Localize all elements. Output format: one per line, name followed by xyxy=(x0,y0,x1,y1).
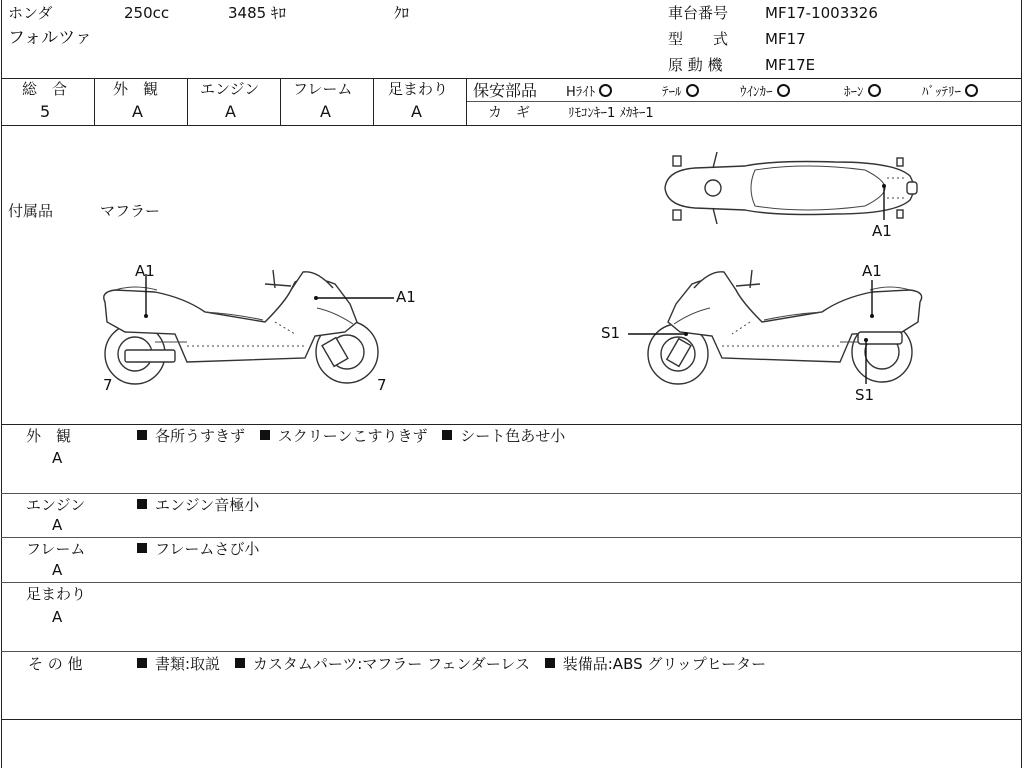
frame-grade-value: A xyxy=(320,102,331,121)
keys-value: ﾘﾓｺﾝｷｰ1 ﾒｶｷｰ1 xyxy=(568,106,654,121)
safety-label: 保安部品 xyxy=(473,81,538,100)
displacement: 250cc xyxy=(124,4,170,22)
ok-circle-icon xyxy=(777,84,790,97)
bullet-icon xyxy=(137,658,147,668)
ok-circle-icon xyxy=(868,84,881,97)
bullet-icon xyxy=(137,430,147,440)
safety-item-headlight xyxy=(566,84,612,99)
model-name: フォルツァ xyxy=(8,28,92,48)
detail-suspension-grade: A xyxy=(52,608,63,626)
ok-circle-icon xyxy=(599,84,612,97)
safety-item-label: Hﾗｲﾄ xyxy=(566,85,596,100)
detail-engine-notes xyxy=(137,498,259,513)
accessories-label: 付属品 xyxy=(8,202,54,220)
detail-other-label: そ の 他 xyxy=(28,655,83,673)
type-label: 型 式 xyxy=(668,30,729,48)
mark-right-muffler: S1 xyxy=(855,386,875,404)
note-text: カスタムパーツ:マフラー フェンダーレス xyxy=(252,655,530,673)
mark-top-view: A1 xyxy=(872,222,892,240)
right-view-leaders xyxy=(620,280,920,400)
col-divider xyxy=(187,78,188,125)
mark-left-front: A1 xyxy=(396,288,416,306)
frame-number: MF17-1003326 xyxy=(765,4,878,22)
safety-item-winker xyxy=(740,84,790,99)
overall-label: 総 合 xyxy=(22,80,68,98)
exterior-label: 外 観 xyxy=(113,80,159,98)
detail-engine-label: エンジン xyxy=(26,496,86,514)
detail-exterior-grade: A xyxy=(52,449,63,467)
safety-item-battery xyxy=(922,84,978,99)
bullet-icon xyxy=(137,499,147,509)
safety-item-label: ﾎｰﾝ xyxy=(844,85,864,100)
details-bottom xyxy=(1,719,1022,720)
color: ｸﾛ xyxy=(394,4,410,22)
mark-left-seat: A1 xyxy=(135,262,155,280)
note-text: シート色あせ小 xyxy=(460,427,566,445)
type-value: MF17 xyxy=(765,30,806,48)
col-divider xyxy=(280,78,281,125)
ok-circle-icon xyxy=(686,84,699,97)
detail-frame-notes xyxy=(137,542,259,557)
detail-engine-grade: A xyxy=(52,516,63,534)
safety-item-tail xyxy=(662,84,699,99)
suspension-grade-value: A xyxy=(411,102,422,121)
safety-item-label: ﾃｰﾙ xyxy=(662,85,682,100)
note-text: 各所うすきず xyxy=(155,427,246,445)
detail-suspension-label: 足まわり xyxy=(26,585,87,603)
detail-exterior-label: 外 観 xyxy=(26,427,72,445)
detail-other-notes xyxy=(137,657,766,672)
details-divider xyxy=(1,493,1022,494)
safety-item-label: ﾊﾞｯﾃﾘｰ xyxy=(922,85,961,100)
engine-label: 原 動 機 xyxy=(668,56,723,74)
col-divider xyxy=(373,78,374,125)
detail-frame-grade: A xyxy=(52,561,63,579)
bullet-icon xyxy=(260,430,270,440)
grade-table-top xyxy=(1,78,1022,79)
ok-circle-icon xyxy=(965,84,978,97)
bullet-icon xyxy=(545,658,555,668)
note-text: エンジン音極小 xyxy=(155,496,260,514)
col-divider xyxy=(466,78,467,125)
safety-item-label: ｳｲﾝｶｰ xyxy=(740,85,773,100)
detail-exterior-notes xyxy=(137,429,565,444)
bullet-icon xyxy=(235,658,245,668)
overall-value: 5 xyxy=(40,102,51,121)
note-text: 書類:取説 xyxy=(155,655,221,673)
mark-right-seat: A1 xyxy=(862,262,882,280)
engine-grade-value: A xyxy=(225,102,236,121)
note-text: スクリーンこすりきず xyxy=(277,427,428,445)
safety-divider xyxy=(467,101,1022,102)
exterior-value: A xyxy=(132,102,143,121)
details-divider xyxy=(1,537,1022,538)
mark-right-front: S1 xyxy=(601,324,621,342)
note-text: フレームさび小 xyxy=(155,540,260,558)
safety-item-horn xyxy=(844,84,881,99)
mark-left-rear-tire: 7 xyxy=(103,376,113,394)
details-top xyxy=(1,424,1022,425)
suspension-grade-label: 足まわり xyxy=(388,80,449,98)
engine-value: MF17E xyxy=(765,56,816,74)
mileage: 3485 ｷﾛ xyxy=(228,4,286,22)
note-text: 装備品:ABS グリップヒーター xyxy=(562,655,767,673)
details-divider xyxy=(1,582,1022,583)
col-divider xyxy=(94,78,95,125)
frame-number-label: 車台番号 xyxy=(668,4,729,22)
frame-grade-label: フレーム xyxy=(293,80,353,98)
engine-grade-label: エンジン xyxy=(200,80,260,98)
border-left xyxy=(1,0,2,768)
detail-frame-label: フレーム xyxy=(26,540,86,558)
maker: ホンダ xyxy=(8,4,53,22)
mark-left-front-tire: 7 xyxy=(377,376,387,394)
details-divider xyxy=(1,651,1022,652)
bullet-icon xyxy=(137,543,147,553)
border-right xyxy=(1021,0,1022,768)
accessories-value: マフラー xyxy=(100,202,161,220)
keys-label: カ ギ xyxy=(488,105,530,121)
grade-table-bottom xyxy=(1,125,1022,126)
bullet-icon xyxy=(442,430,452,440)
